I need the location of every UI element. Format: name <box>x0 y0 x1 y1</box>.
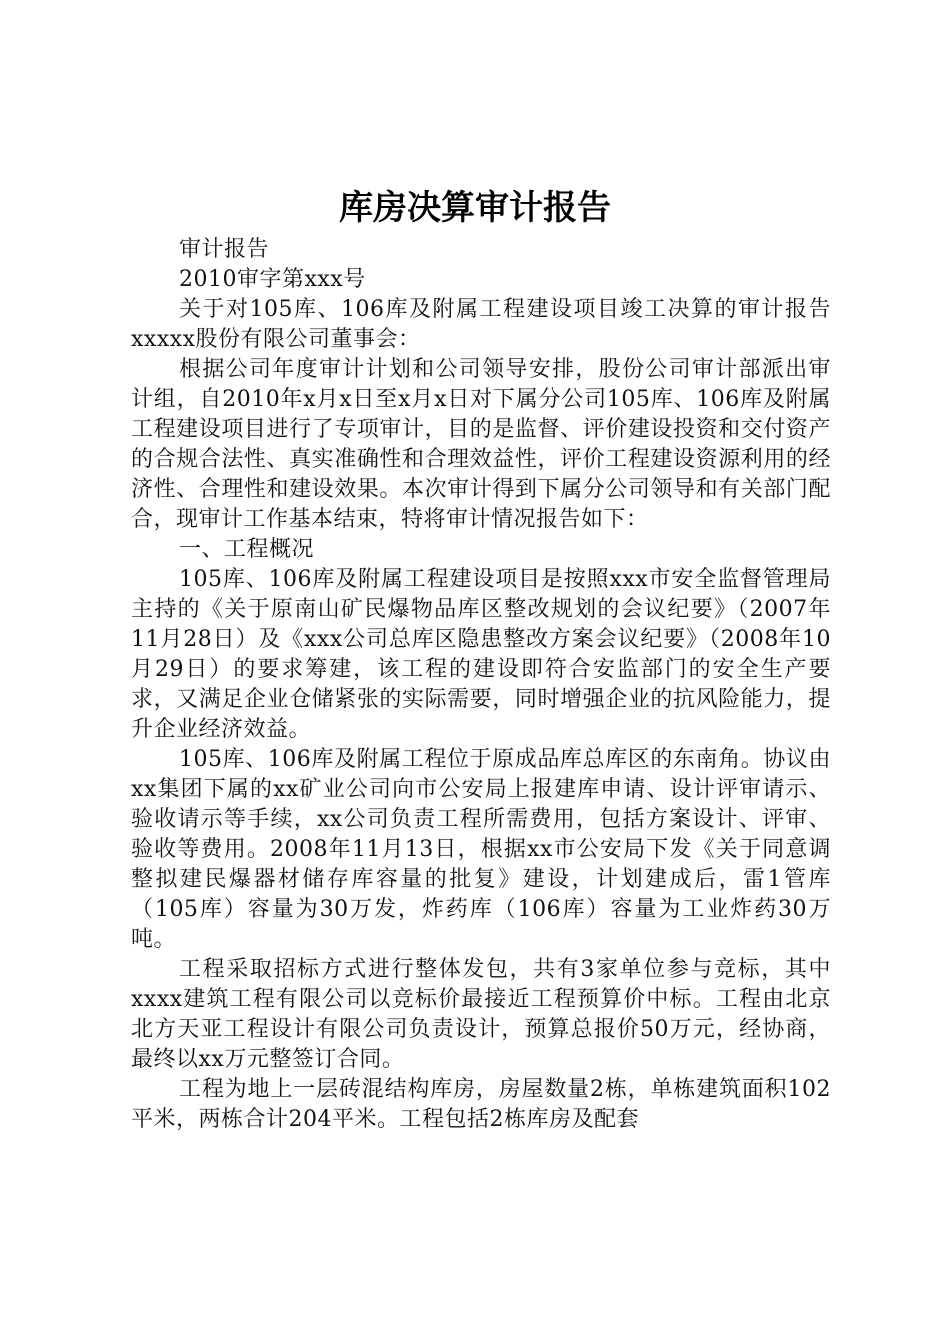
construction-paragraph: 工程为地上一层砖混结构库房，房屋数量2栋，单栋建筑面积102平米，两栋合计204平米。工程包括2栋库房及配套 <box>131 1077 831 1132</box>
report-number: 2010审字第xxx号 <box>179 267 366 292</box>
document-title: 库房决算审计报告 <box>339 188 611 228</box>
tender-paragraph: 工程采取招标方式进行整体发包，共有3家单位参与竞标，其中xxxx建筑工程有限公司以竞标价最接近工程预算价中标。工程由北京北方天亚工程设计有限公司负责设计，预算总报价50万元，经协商，最终以xx万元整签订合同。 <box>131 957 831 1072</box>
project-location-paragraph: 105库、106库及附属工程位于原成品库总库区的东南角。协议由xx集团下属的xx矿业公司向市公安局上报建库申请、设计评审请示、验收请示等手续，xx公司负责工程所需费用，包括方案设计、评审、验收等费用。2008年11月13日，根据xx市公安局下发《关于同意调整拟建民爆器材储存库容量的批复》建设，计划建成后，雷1管库（105库）容量为30万发，炸药库（106库）容量为工业炸药30万吨。 <box>131 747 831 952</box>
document-body <box>131 235 831 1135</box>
section-heading: 一、工程概况 <box>179 537 315 562</box>
report-label: 审计报告 <box>179 237 270 262</box>
report-subject: 关于对105库、106库及附属工程建设项目竣工决算的审计报告xxxxx股份有限公司董事会： <box>131 297 831 352</box>
audit-intro-paragraph: 根据公司年度审计计划和公司领导安排，股份公司审计部派出审计组，自2010年x月x日至x月x日对下属分公司105库、106库及附属工程建设项目进行了专项审计，目的是监督、评价建设投资和交付资产的合规合法性、真实准确性和合理效益性，评价工程建设资源利用的经济性、合理性和建设效果。本次审计得到下属分公司领导和有关部门配合，现审计工作基本结束，特将审计情况报告如下： <box>131 357 831 532</box>
project-background-paragraph: 105库、106库及附属工程建设项目是按照xxx市安全监督管理局主持的《关于原南山矿民爆物品库区整改规划的会议纪要》（2007年11月28日）及《xxx公司总库区隐患整改方案会议纪要》（2008年10月29日）的要求筹建，该工程的建设即符合安监部门的安全生产要求，又满足企业仓储紧张的实际需要，同时增强企业的抗风险能力，提升企业经济效益。 <box>131 567 831 742</box>
